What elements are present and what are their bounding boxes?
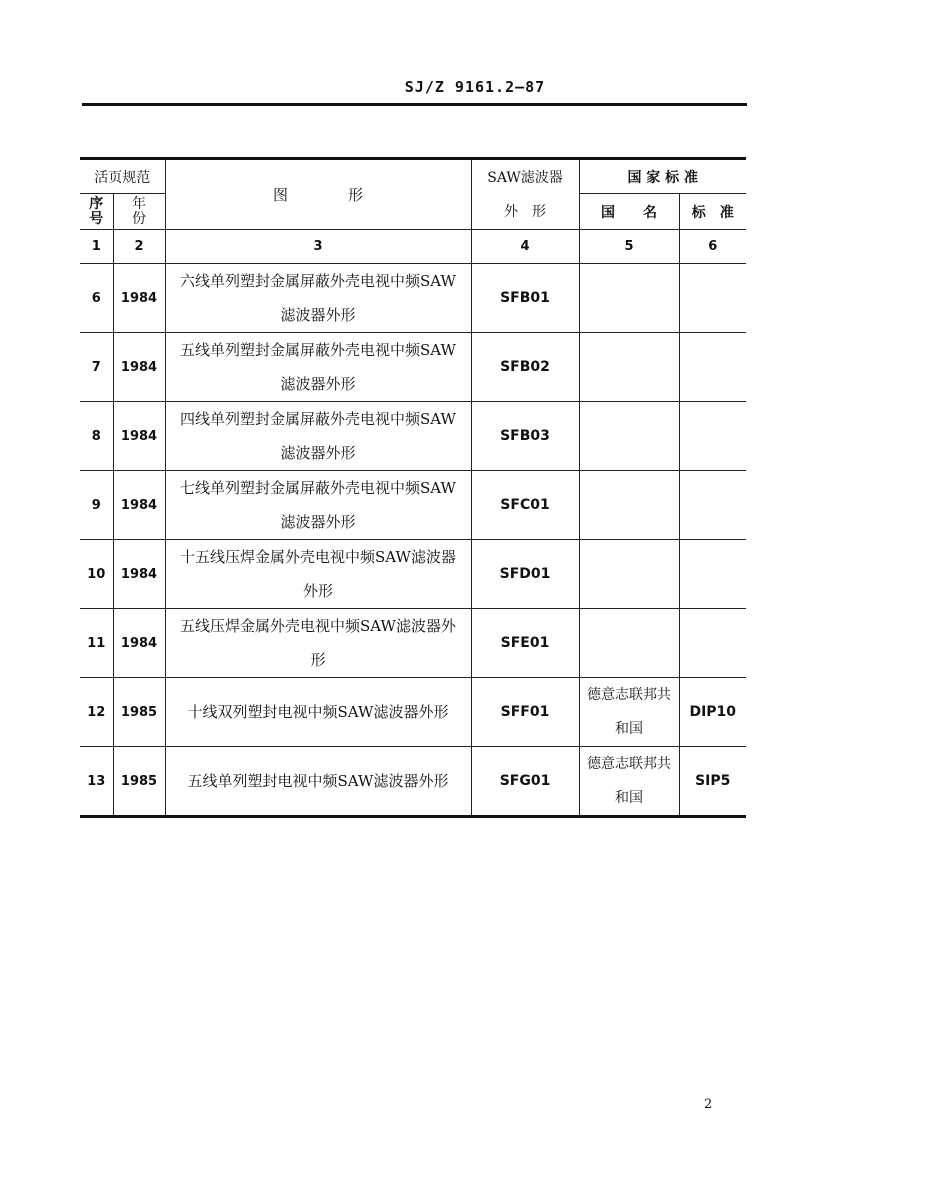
row-country-text: 德意志联邦共和国	[587, 687, 671, 737]
row-shape-text: 六线单列塑封金属屏蔽外壳电视中频SAW滤波器外形	[180, 272, 456, 324]
row-shape	[165, 747, 471, 817]
row-standard: DIP10	[679, 678, 746, 747]
col-number-4: 4	[471, 230, 579, 264]
document-code: SJ/Z 9161.2—87	[404, 78, 546, 96]
row-code: SFD01	[471, 540, 579, 609]
table-row	[80, 747, 746, 817]
row-country	[579, 264, 679, 333]
row-standard	[679, 402, 746, 471]
row-shape	[165, 402, 471, 471]
row-seq: 8	[80, 402, 113, 471]
row-code: SFF01	[471, 678, 579, 747]
table-row	[80, 402, 746, 471]
table-row	[80, 678, 746, 747]
saw-outline-header-2: 外 形	[471, 194, 579, 230]
national-standard-header: 国 家 标 准	[579, 159, 746, 194]
seq-header-text: 序号	[89, 195, 104, 227]
row-shape-text: 五线单列塑封电视中频SAW滤波器外形	[187, 772, 449, 790]
row-country	[579, 333, 679, 402]
header-rule	[82, 103, 747, 106]
row-year: 1984	[113, 333, 165, 402]
row-year: 1984	[113, 264, 165, 333]
col-number-5: 5	[579, 230, 679, 264]
row-shape	[165, 540, 471, 609]
row-seq: 12	[80, 678, 113, 747]
table-row	[80, 471, 746, 540]
figure-header: 图 形	[165, 159, 471, 230]
row-standard	[679, 333, 746, 402]
row-shape-text: 四线单列塑封金属屏蔽外壳电视中频SAW滤波器外形	[180, 410, 456, 462]
row-shape	[165, 471, 471, 540]
row-seq: 13	[80, 747, 113, 817]
row-year: 1984	[113, 609, 165, 678]
row-code: SFC01	[471, 471, 579, 540]
row-country-text: 德意志联邦共和国	[587, 756, 671, 806]
table-row	[80, 264, 746, 333]
row-year: 1985	[113, 747, 165, 817]
table-row	[80, 540, 746, 609]
row-country	[579, 747, 679, 817]
row-year: 1984	[113, 402, 165, 471]
row-shape-text: 七线单列塑封金属屏蔽外壳电视中频SAW滤波器外形	[180, 479, 456, 531]
row-standard: SIP5	[679, 747, 746, 817]
row-shape	[165, 264, 471, 333]
row-standard	[679, 540, 746, 609]
row-code: SFB02	[471, 333, 579, 402]
row-country	[579, 540, 679, 609]
row-code: SFG01	[471, 747, 579, 817]
row-standard	[679, 471, 746, 540]
row-country	[579, 471, 679, 540]
year-header	[113, 194, 165, 230]
row-standard	[679, 264, 746, 333]
standard-header: 标 准	[679, 194, 746, 230]
row-shape-text: 十线双列塑封电视中频SAW滤波器外形	[187, 703, 449, 721]
row-seq: 10	[80, 540, 113, 609]
col-number-1: 1	[80, 230, 113, 264]
row-seq: 6	[80, 264, 113, 333]
page-number: 2	[704, 1097, 713, 1112]
row-year: 1984	[113, 471, 165, 540]
row-code: SFB03	[471, 402, 579, 471]
col-number-2: 2	[113, 230, 165, 264]
row-code: SFB01	[471, 264, 579, 333]
row-year: 1985	[113, 678, 165, 747]
country-header: 国 名	[579, 194, 679, 230]
row-code: SFE01	[471, 609, 579, 678]
col-number-3: 3	[165, 230, 471, 264]
row-country	[579, 609, 679, 678]
table-row	[80, 333, 746, 402]
outline-table	[80, 157, 746, 818]
row-shape	[165, 678, 471, 747]
saw-outline-header-1: SAW滤波器	[471, 159, 579, 194]
table-row	[80, 609, 746, 678]
row-shape-text: 五线单列塑封金属屏蔽外壳电视中频SAW滤波器外形	[180, 341, 456, 393]
row-shape	[165, 333, 471, 402]
row-seq: 11	[80, 609, 113, 678]
seq-header	[80, 194, 113, 230]
row-country	[579, 402, 679, 471]
row-country	[579, 678, 679, 747]
row-shape	[165, 609, 471, 678]
leaf-spec-header: 活页规范	[80, 159, 165, 194]
row-shape-text: 十五线压焊金属外壳电视中频SAW滤波器外形	[180, 548, 456, 600]
row-standard	[679, 609, 746, 678]
row-seq: 9	[80, 471, 113, 540]
year-header-text: 年份	[132, 195, 146, 227]
row-year: 1984	[113, 540, 165, 609]
row-seq: 7	[80, 333, 113, 402]
col-number-6: 6	[679, 230, 746, 264]
row-shape-text: 五线压焊金属外壳电视中频SAW滤波器外形	[180, 617, 456, 669]
